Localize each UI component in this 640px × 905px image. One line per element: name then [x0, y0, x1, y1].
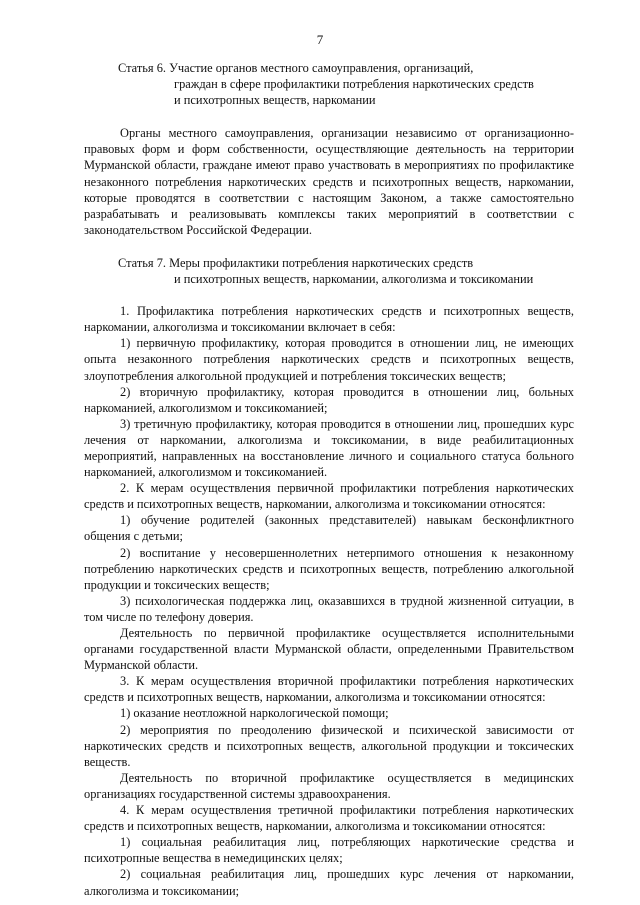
- page-number: 7: [316, 32, 324, 47]
- article-7-paragraph: Деятельность по вторичной профилактике осуществляется в медицинских организациях государственной системы здравоохранения.: [84, 770, 574, 801]
- article-7-paragraph: 2) мероприятия по преодолению физической и психической зависимости от наркотических средств и психотропных веществ, алкогольной продукции и токсических веществ.: [84, 722, 574, 769]
- article-6-body: Органы местного самоуправления, организации независимо от организационно-правовых форм и форм собственности, осуществляющие деятельность на территории Мурманской области, граждане имеют право участвовать в мероприятиях по профилактике незаконного потребления наркотических средств и психотропных веществ, наркомании, которые проводятся в соответствии с настоящим Законом, а также самостоятельно разрабатывать и реализовывать комплексы таких мероприятий в соответствии с законодательством Российской Федерации.: [84, 126, 574, 237]
- article-7-paragraph: 2) социальная реабилитация лиц, прошедших курс лечения от наркомании, алкоголизма и токсикомании;: [84, 867, 574, 898]
- article-7-paragraph: 2. К мерам осуществления первичной профилактики потребления наркотических средств и психотропных веществ, наркомании, алкоголизма и токсикомании относятся:: [84, 481, 574, 512]
- article-7-heading-line-2: и психотропных веществ, наркомании, алкоголизма и токсикомании: [174, 272, 534, 287]
- article-7-heading-line-1: Статья 7. Меры профилактики потребления наркотических средств: [118, 255, 474, 270]
- article-7-paragraph: 1) первичную профилактику, которая проводится в отношении лиц, не имеющих опыта незаконного потребления наркотических средств и психотропных веществ, злоупотребления алкогольной продукцией и потребления токсических веществ;: [84, 336, 574, 383]
- page-content: [84, 60, 574, 899]
- article-6-heading-line-3: и психотропных веществ, наркомании: [174, 93, 376, 108]
- article-6-heading: [118, 60, 574, 108]
- article-7-paragraph: 2) воспитание у несовершеннолетних нетерпимого отношения к незаконному потреблению наркотических средств и психотропных веществ, потреблению алкогольной продукции и токсических веществ;: [84, 545, 574, 592]
- article-7-paragraph: 3) психологическая поддержка лиц, оказавшихся в трудной жизненной ситуации, в том числе по телефону доверия.: [84, 593, 574, 624]
- article-7-paragraph: 3) третичную профилактику, которая проводится в отношении лиц, прошедших курс лечения от наркомании, алкоголизма и токсикомании, в виде реабилитационных мероприятий, направленных на восстановление личного и социального статуса больного наркоманией, алкоголизмом и токсикоманией.: [84, 416, 574, 480]
- article-6-heading-line-1: Статья 6. Участие органов местного самоуправления, организаций,: [118, 61, 474, 75]
- article-7-paragraph: 4. К мерам осуществления третичной профилактики потребления наркотических средств и психотропных веществ, наркомании, алкоголизма и токсикомании относятся:: [84, 803, 574, 834]
- article-7-paragraph: 3. К мерам осуществления вторичной профилактики потребления наркотических средств и психотропных веществ, наркомании, алкоголизма и токсикомании относятся:: [84, 674, 574, 705]
- article-7-paragraph: Деятельность по первичной профилактике осуществляется исполнительными органами государственной власти Мурманской области, определенными Правительством Мурманской области.: [84, 626, 574, 673]
- article-7-paragraph: 2) вторичную профилактику, которая проводится в отношении лиц, больных наркоманией, алкоголизмом и токсикоманией;: [84, 384, 574, 415]
- article-7-paragraph: 1) оказание неотложной наркологической помощи;: [120, 706, 389, 721]
- article-7-paragraph: 1. Профилактика потребления наркотических средств и психотропных веществ, наркомании, алкоголизма и токсикомании включает в себя:: [84, 304, 574, 335]
- article-6-heading-line-2: граждан в сфере профилактики потребления наркотических средств: [174, 77, 534, 92]
- article-7-paragraph: 1) социальная реабилитация лиц, потребляющих наркотические средства и психотропные вещества в немедицинских целях;: [84, 835, 574, 866]
- article-7-paragraph: 1) обучение родителей (законных представителей) навыкам бесконфликтного общения с детьми;: [84, 513, 574, 544]
- article-7-heading: [118, 255, 574, 287]
